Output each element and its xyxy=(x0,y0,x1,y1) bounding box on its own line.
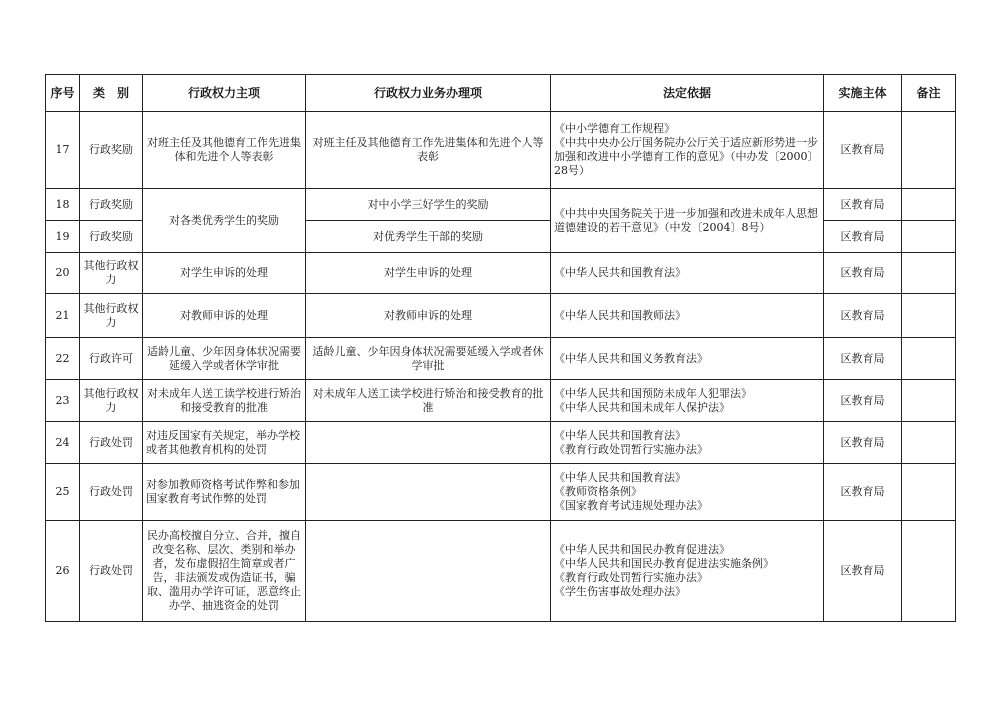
row-main-item: 对学生申诉的处理 xyxy=(143,253,306,294)
table-row xyxy=(46,422,956,464)
basis-line: 《中华人民共和国教师法》 xyxy=(554,308,686,322)
row-note xyxy=(902,189,956,221)
row-no: 19 xyxy=(46,221,80,253)
row-main-item: 对班主任及其他德育工作先进集体和先进个人等表彰 xyxy=(143,112,306,189)
row-main-item: 民办高校擅自分立、合并，擅自改变名称、层次、类别和举办者，发布虚假招生简章或者广告，非法颁发或伪造证书，骗取、滥用办学许可证，恶意终止办学、抽逃资金的处罚 xyxy=(143,521,306,622)
table-row xyxy=(46,338,956,380)
row-subject: 区教育局 xyxy=(824,112,902,189)
row-category: 其他行政权力 xyxy=(80,294,143,338)
row-legal-basis xyxy=(551,380,824,422)
power-list-table xyxy=(45,74,956,622)
row-no: 22 xyxy=(46,338,80,380)
row-subject: 区教育局 xyxy=(824,380,902,422)
header-no: 序号 xyxy=(46,75,80,112)
row-no: 23 xyxy=(46,380,80,422)
basis-line: 《中华人民共和国教育法》 xyxy=(554,471,686,484)
row-no: 21 xyxy=(46,294,80,338)
row-note xyxy=(902,294,956,338)
basis-line: 《中华人民共和国教育法》 xyxy=(554,266,686,279)
basis-line: 《中华人民共和国预防未成年人犯罪法》 xyxy=(554,386,752,400)
row-subject: 区教育局 xyxy=(824,464,902,521)
basis-line: 《中共中央国务院关于进一步加强和改进未成年人思想道德建设的若干意见》（中发〔2004〕8号） xyxy=(554,206,818,234)
row-legal-basis xyxy=(551,338,824,380)
row-sub-item: 对班主任及其他德育工作先进集体和先进个人等表彰 xyxy=(306,112,551,189)
row-sub-item: 对中小学三好学生的奖励 xyxy=(306,189,551,221)
row-subject: 区教育局 xyxy=(824,338,902,380)
table-row xyxy=(46,380,956,422)
row-note xyxy=(902,253,956,294)
row-category: 行政许可 xyxy=(80,338,143,380)
basis-line: 《中华人民共和国民办教育促进法》 xyxy=(554,543,730,556)
basis-line: 《中华人民共和国民办教育促进法实施条例》 xyxy=(554,557,774,570)
basis-line: 《中共中央办公厅国务院办公厅关于适应新形势进一步加强和改进中小学德育工作的意见》（中办发〔2000〕28号） xyxy=(554,136,819,177)
row-note xyxy=(902,422,956,464)
row-main-item: 对各类优秀学生的奖励 xyxy=(143,189,306,253)
row-legal-basis xyxy=(551,189,824,253)
row-sub-item xyxy=(306,521,551,622)
row-sub-item: 对未成年人送工读学校进行矫治和接受教育的批准 xyxy=(306,380,551,422)
row-main-item: 对未成年人送工读学校进行矫治和接受教育的批准 xyxy=(143,380,306,422)
row-legal-basis xyxy=(551,112,824,189)
row-no: 25 xyxy=(46,464,80,521)
row-note xyxy=(902,521,956,622)
row-main-item: 对教师申诉的处理 xyxy=(143,294,306,338)
row-note xyxy=(902,221,956,253)
basis-line: 《学生伤害事故处理办法》 xyxy=(554,585,686,598)
row-legal-basis xyxy=(551,294,824,338)
row-legal-basis xyxy=(551,464,824,521)
row-main-item: 对违反国家有关规定，举办学校或者其他教育机构的处罚 xyxy=(143,422,306,464)
row-no: 26 xyxy=(46,521,80,622)
table-row xyxy=(46,521,956,622)
basis-line: 《教育行政处罚暂行实施办法》 xyxy=(554,571,708,584)
row-subject: 区教育局 xyxy=(824,521,902,622)
row-legal-basis xyxy=(551,253,824,294)
row-category: 其他行政权力 xyxy=(80,380,143,422)
basis-line: 《中华人民共和国未成年人保护法》 xyxy=(554,400,730,414)
basis-line: 《中小学德育工作规程》 xyxy=(554,122,675,135)
header-legal-basis: 法定依据 xyxy=(551,75,824,112)
table-row xyxy=(46,294,956,338)
table-row xyxy=(46,112,956,189)
basis-line: 《教师资格条例》 xyxy=(554,485,642,498)
row-note xyxy=(902,112,956,189)
row-no: 17 xyxy=(46,112,80,189)
header-category: 类 别 xyxy=(80,75,143,112)
header-note: 备注 xyxy=(902,75,956,112)
row-no: 24 xyxy=(46,422,80,464)
basis-line: 《教育行政处罚暂行实施办法》 xyxy=(554,442,708,456)
row-subject: 区教育局 xyxy=(824,422,902,464)
row-category: 行政处罚 xyxy=(80,422,143,464)
row-note xyxy=(902,380,956,422)
row-sub-item: 适龄儿童、少年因身体状况需要延缓入学或者休学审批 xyxy=(306,338,551,380)
row-note xyxy=(902,464,956,521)
table-row xyxy=(46,189,956,221)
header-row xyxy=(46,75,956,112)
row-sub-item xyxy=(306,464,551,521)
row-sub-item xyxy=(306,422,551,464)
row-sub-item: 对教师申诉的处理 xyxy=(306,294,551,338)
header-sub-item: 行政权力业务办理项 xyxy=(306,75,551,112)
row-category: 行政处罚 xyxy=(80,521,143,622)
row-note xyxy=(902,338,956,380)
row-subject: 区教育局 xyxy=(824,294,902,338)
row-sub-item: 对优秀学生干部的奖励 xyxy=(306,221,551,253)
header-main-item: 行政权力主项 xyxy=(143,75,306,112)
row-subject: 区教育局 xyxy=(824,253,902,294)
row-no: 18 xyxy=(46,189,80,221)
row-no: 20 xyxy=(46,253,80,294)
table-row xyxy=(46,253,956,294)
row-category: 行政奖励 xyxy=(80,189,143,221)
row-legal-basis xyxy=(551,422,824,464)
row-category: 行政奖励 xyxy=(80,221,143,253)
basis-line: 《国家教育考试违规处理办法》 xyxy=(554,499,708,512)
header-subject: 实施主体 xyxy=(824,75,902,112)
basis-line: 《中华人民共和国义务教育法》 xyxy=(554,351,708,365)
row-main-item: 适龄儿童、少年因身体状况需要延缓入学或者休学审批 xyxy=(143,338,306,380)
row-category: 行政处罚 xyxy=(80,464,143,521)
row-main-item: 对参加教师资格考试作弊和参加国家教育考试作弊的处罚 xyxy=(143,464,306,521)
row-sub-item: 对学生申诉的处理 xyxy=(306,253,551,294)
row-category: 行政奖励 xyxy=(80,112,143,189)
table-row xyxy=(46,464,956,521)
row-subject: 区教育局 xyxy=(824,189,902,221)
row-category: 其他行政权力 xyxy=(80,253,143,294)
basis-line: 《中华人民共和国教育法》 xyxy=(554,428,686,442)
row-subject: 区教育局 xyxy=(824,221,902,253)
row-legal-basis xyxy=(551,521,824,622)
